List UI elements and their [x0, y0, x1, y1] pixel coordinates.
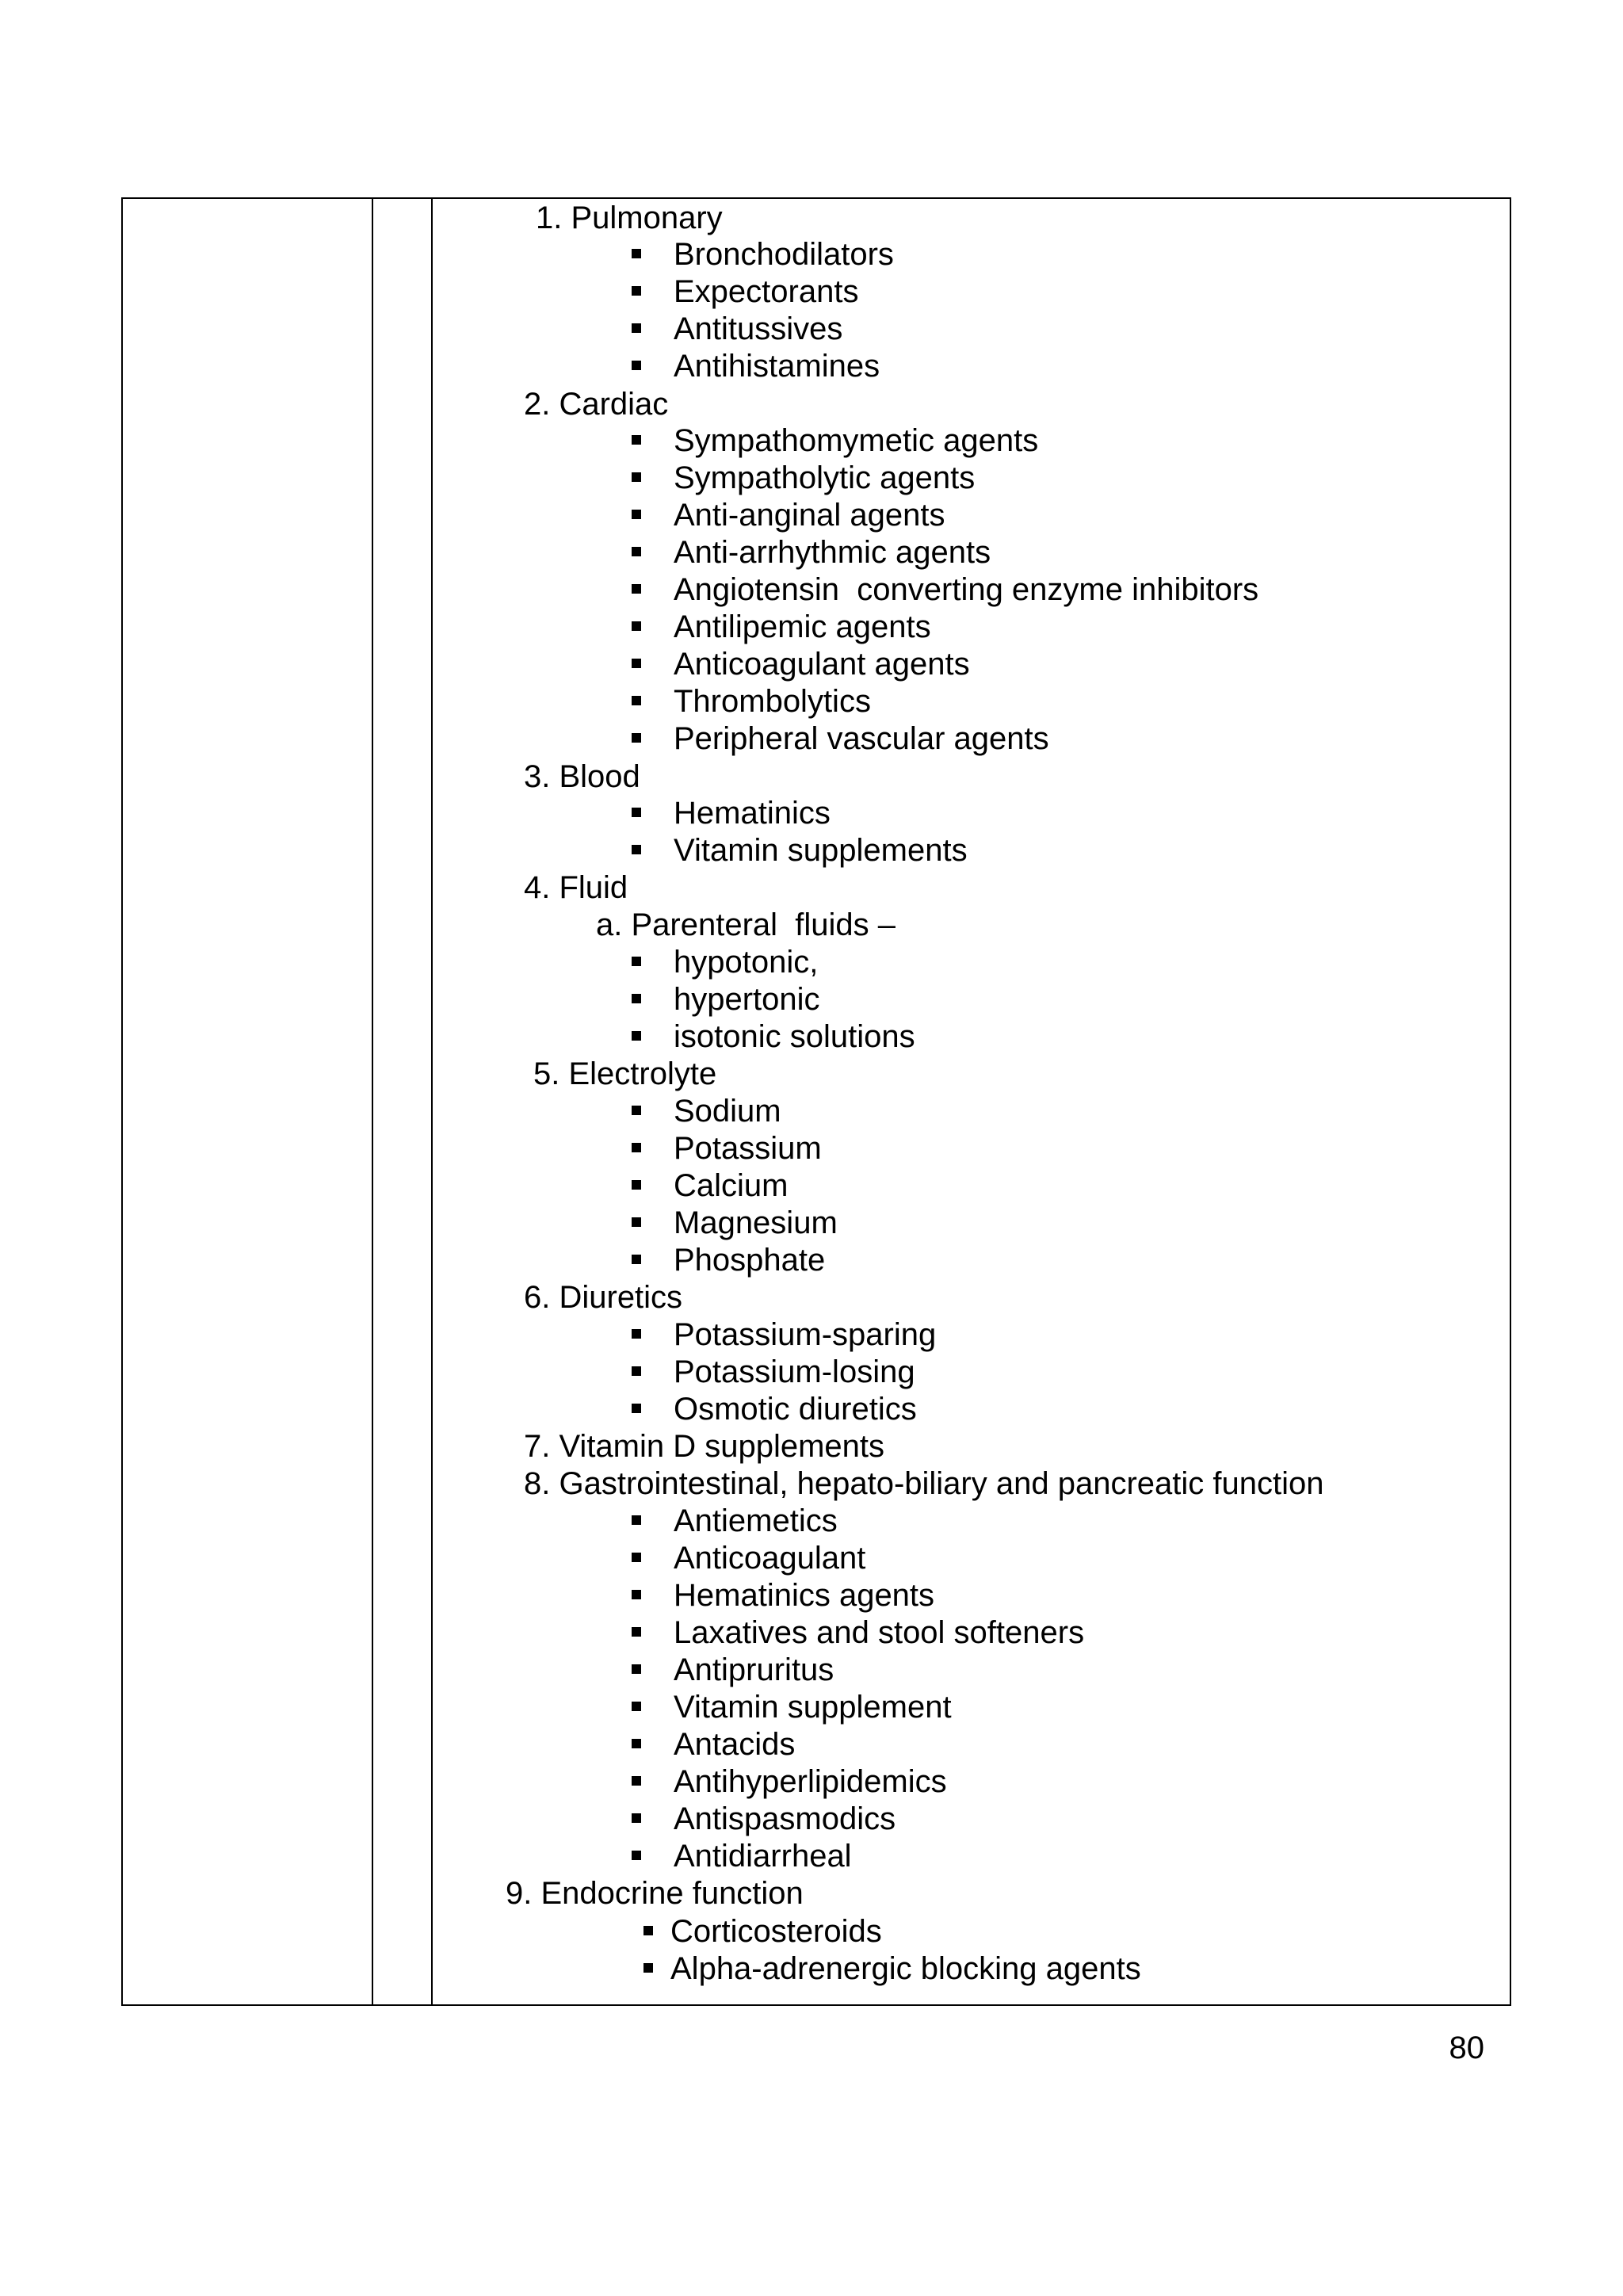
- list-item: Antitussives: [674, 311, 843, 346]
- square-bullet-icon: [632, 621, 641, 631]
- square-bullet-icon: [632, 249, 641, 258]
- list-item: Potassium-losing: [674, 1354, 915, 1389]
- list-item: hypertonic: [674, 982, 820, 1017]
- square-bullet-icon: [632, 1664, 641, 1674]
- section-heading: 8. Gastrointestinal, hepato-biliary and pancreatic function: [524, 1466, 1324, 1501]
- list-item: Anticoagulant agents: [674, 647, 970, 682]
- square-bullet-icon: [632, 1851, 641, 1860]
- square-bullet-icon: [643, 1926, 653, 1935]
- list-item: Hematinics agents: [674, 1578, 935, 1613]
- list-item: Antihistamines: [674, 349, 880, 384]
- square-bullet-icon: [632, 845, 641, 854]
- list-item: Sympatholytic agents: [674, 460, 976, 495]
- square-bullet-icon: [632, 472, 641, 482]
- section-heading: 3. Blood: [524, 759, 640, 794]
- square-bullet-icon: [632, 286, 641, 296]
- list-item: Antipruritus: [674, 1652, 834, 1687]
- square-bullet-icon: [632, 323, 641, 333]
- square-bullet-icon: [632, 1813, 641, 1823]
- square-bullet-icon: [632, 1329, 641, 1339]
- square-bullet-icon: [632, 547, 641, 556]
- page-number: 80: [1449, 2030, 1484, 2065]
- square-bullet-icon: [632, 1180, 641, 1190]
- square-bullet-icon: [632, 1404, 641, 1413]
- square-bullet-icon: [632, 510, 641, 519]
- section-heading: 9. Endocrine function: [506, 1876, 804, 1911]
- square-bullet-icon: [632, 1590, 641, 1599]
- list-item: Anticoagulant: [674, 1541, 866, 1576]
- list-item: Bronchodilators: [674, 237, 894, 272]
- square-bullet-icon: [632, 659, 641, 668]
- section-heading: 7. Vitamin D supplements: [524, 1429, 885, 1464]
- square-bullet-icon: [632, 1106, 641, 1115]
- square-bullet-icon: [632, 696, 641, 705]
- list-item: Osmotic diuretics: [674, 1392, 917, 1427]
- square-bullet-icon: [632, 1553, 641, 1562]
- square-bullet-icon: [632, 1031, 641, 1041]
- section-heading: 6. Diuretics: [524, 1280, 683, 1315]
- list-item: Potassium-sparing: [674, 1317, 937, 1352]
- square-bullet-icon: [632, 1143, 641, 1152]
- list-item: Vitamin supplement: [674, 1690, 952, 1725]
- list-item: Phosphate: [674, 1243, 826, 1278]
- list-item: isotonic solutions: [674, 1019, 915, 1054]
- list-item: Corticosteroids: [670, 1914, 882, 1949]
- square-bullet-icon: [632, 361, 641, 370]
- square-bullet-icon: [632, 1255, 641, 1264]
- list-item: Anti-arrhythmic agents: [674, 535, 991, 570]
- square-bullet-icon: [632, 1515, 641, 1525]
- list-item: Antispasmodics: [674, 1801, 896, 1836]
- list-item: Expectorants: [674, 274, 859, 309]
- list-item: Sodium: [674, 1094, 781, 1129]
- square-bullet-icon: [632, 808, 641, 817]
- list-item: Sympathomymetic agents: [674, 423, 1039, 458]
- list-item: Calcium: [674, 1168, 789, 1203]
- list-item: Magnesium: [674, 1205, 838, 1240]
- section-heading: 1. Pulmonary: [536, 201, 723, 235]
- list-item: Peripheral vascular agents: [674, 721, 1049, 756]
- square-bullet-icon: [632, 1776, 641, 1786]
- list-item: Antiemetics: [674, 1503, 838, 1538]
- list-item: Thrombolytics: [674, 684, 871, 719]
- square-bullet-icon: [632, 1627, 641, 1637]
- section-heading: 4. Fluid: [524, 870, 628, 905]
- square-bullet-icon: [632, 1217, 641, 1227]
- square-bullet-icon: [632, 994, 641, 1003]
- list-item: Vitamin supplements: [674, 833, 968, 868]
- list-item: Laxatives and stool softeners: [674, 1615, 1085, 1650]
- list-item: Antilipemic agents: [674, 609, 931, 644]
- square-bullet-icon: [632, 435, 641, 445]
- list-item: Anti-anginal agents: [674, 498, 945, 533]
- section-heading: 2. Cardiac: [524, 387, 669, 422]
- square-bullet-icon: [632, 957, 641, 966]
- square-bullet-icon: [632, 584, 641, 594]
- square-bullet-icon: [632, 1366, 641, 1376]
- list-item: Alpha-adrenergic blocking agents: [670, 1951, 1141, 1986]
- list-item: Antihyperlipidemics: [674, 1764, 947, 1799]
- list-item: Antidiarrheal: [674, 1839, 852, 1874]
- list-item: Hematinics: [674, 796, 831, 831]
- subsection-heading: a. Parenteral fluids –: [596, 907, 896, 942]
- square-bullet-icon: [643, 1963, 653, 1973]
- square-bullet-icon: [632, 733, 641, 743]
- list-item: Angiotensin converting enzyme inhibitors: [674, 572, 1259, 607]
- square-bullet-icon: [632, 1739, 641, 1748]
- list-item: Potassium: [674, 1131, 822, 1166]
- list-item: hypotonic,: [674, 945, 819, 980]
- square-bullet-icon: [632, 1702, 641, 1711]
- list-item: Antacids: [674, 1727, 796, 1762]
- section-heading: 5. Electrolyte: [533, 1056, 717, 1091]
